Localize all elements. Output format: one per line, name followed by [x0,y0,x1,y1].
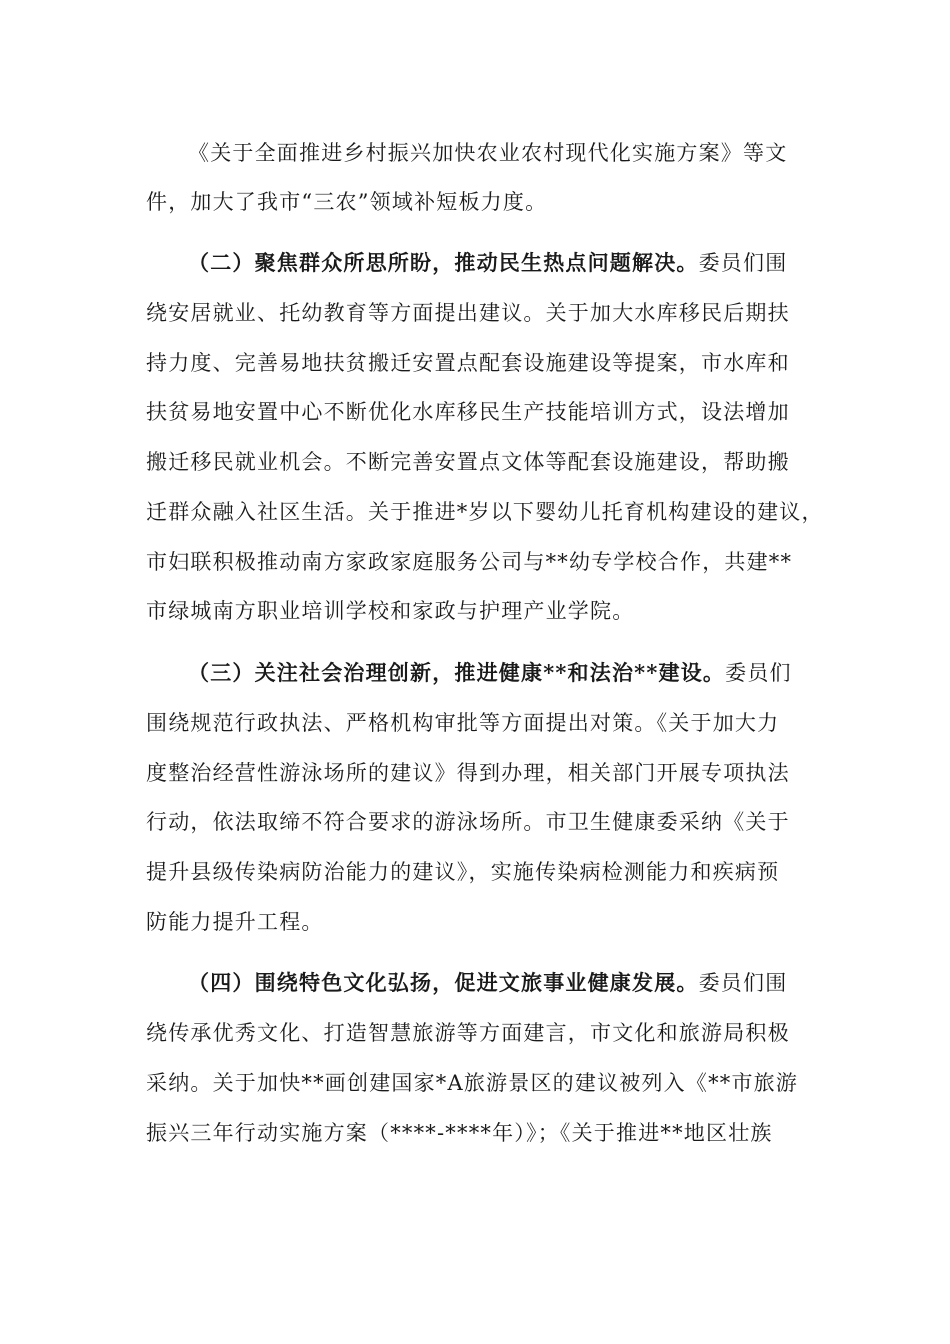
text-line: 《关于全面推进乡村振兴加快农业农村现代化实施方案》等文 [188,141,788,165]
text-line: 持力度、完善易地扶贫搬迁安置点配套设施建设等提案，市水库和 [146,351,790,375]
text-line: 提升县级传染病防治能力的建议》，实施传染病检测能力和疾病预 [146,860,780,884]
text-line: 围绕规范行政执法、严格机构审批等方面提出对策。《关于加大力 [146,711,780,735]
text-line: 度整治经营性游泳场所的建议》得到办理，相关部门开展专项执法 [146,761,790,785]
text-line: 绕传承优秀文化、打造智慧旅游等方面建言，市文化和旅游局积极 [146,1021,790,1045]
text-line: 市绿城南方职业培训学校和家政与护理产业学院。 [146,599,635,623]
text-line: 扶贫易地安置中心不断优化水库移民生产技能培训方式，设法增加 [146,400,790,424]
text-line: 行动，依法取缔不符合要求的游泳场所。市卫生健康委采纳《关于 [146,810,790,834]
text-line: 采纳。关于加快**画创建国家*A旅游景区的建议被列入《**市旅游 [146,1071,799,1095]
text-line: 件，加大了我市“三农”领域补短板力度。 [146,190,548,214]
text-span: 委员们围 [698,251,788,275]
paragraph-2-first-line [188,248,787,278]
text-span: 委员们 [725,661,792,685]
section-heading: （四）围绕特色文化弘扬，促进文旅事业健康发展。 [188,970,699,995]
section-heading: （三）关注社会治理创新，推进健康**和法治**建设。 [188,660,726,685]
paragraph-3-first-line [188,658,792,688]
text-span: 委员们围 [698,971,788,995]
section-heading: （二）聚焦群众所思所盼，推动民生热点问题解决。 [188,250,699,275]
text-line: 防能力提升工程。 [146,910,324,934]
text-line: 振兴三年行动实施方案（****-****年）》；《关于推进**地区壮族 [146,1121,773,1145]
text-line: 搬迁移民就业机会。不断完善安置点文体等配套设施建设，帮助搬 [146,450,790,474]
text-line: 市妇联积极推动南方家政家庭服务公司与**幼专学校合作，共建** [146,550,793,574]
paragraph-4-first-line [188,968,787,998]
text-line: 绕安居就业、托幼教育等方面提出建议。关于加大水库移民后期扶 [146,301,790,325]
text-line: 迁群众融入社区生活。关于推进*岁以下婴幼儿托育机构建设的建议， [146,500,824,524]
